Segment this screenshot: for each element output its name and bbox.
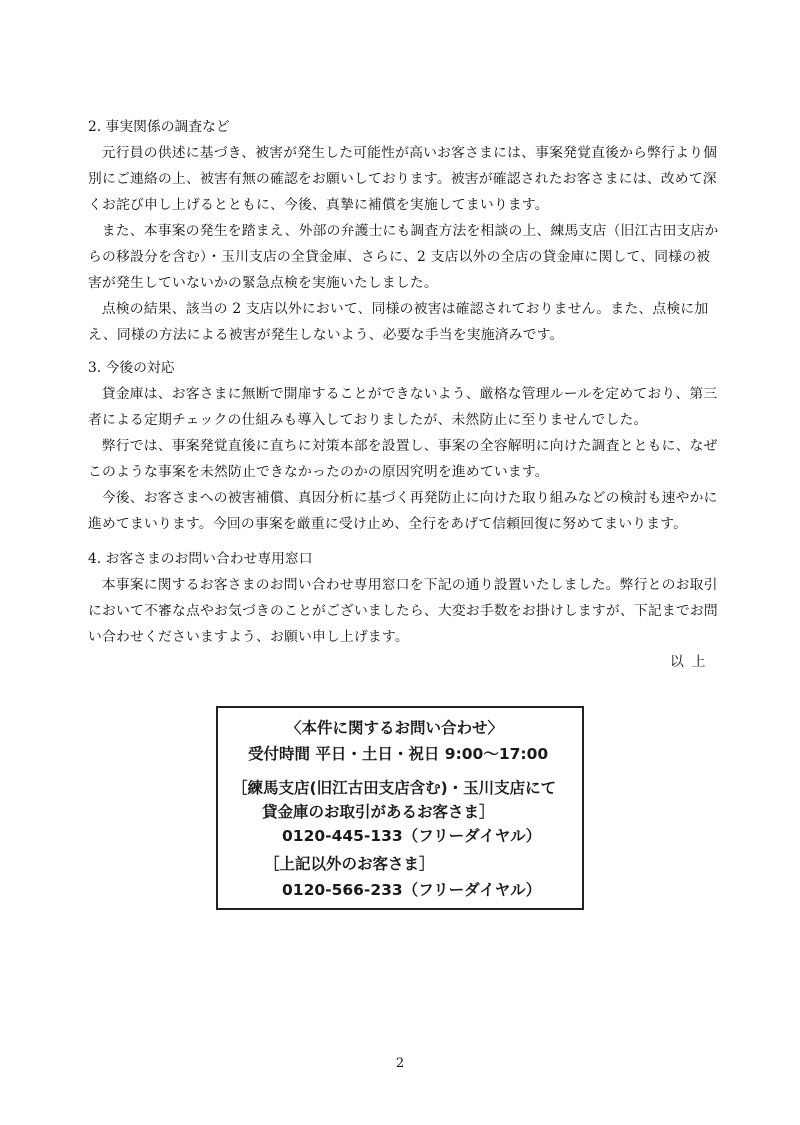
page-number: 2: [395, 1056, 405, 1071]
contact-group-2-label: ［上記以外のお客さま］: [264, 855, 435, 873]
contact-group-1-label-line-1: ［練馬支店(旧江古田支店含む)・玉川支店にて: [232, 779, 557, 797]
contact-info-box: [216, 706, 584, 910]
section-4-body: [88, 572, 720, 650]
contact-group-1-label-line-2: 貸金庫のお取引があるお客さま］: [262, 803, 495, 821]
section-3-paragraph-3: 今後、お客さまへの被害補償、真因分析に基づく再発防止に向けた取り組みなどの検討も速やかに進めてまいります。今回の事案を厳重に受け止め、全行をあげて信頼回復に努めてまいります。: [88, 490, 718, 532]
contact-hours: 受付時間 平日・土日・祝日 9:00～17:00: [248, 745, 549, 763]
section-4-paragraph-1: 本事案に関するお客さまのお問い合わせ専用窓口を下記の通り設置いたしました。弊行とのお取引において不審な点やお気づきのことがございましたら、大変お手数をお掛けしますが、下記までお問い合わせくださいますよう、お願い申し上げます。: [88, 577, 718, 645]
section-3-body: [88, 381, 720, 537]
section-4-heading: 4. お客さまのお問い合わせ専用窓口: [88, 551, 313, 567]
section-2-paragraph-1: 元行員の供述に基づき、被害が発生した可能性が高いお客さまには、事案発覚直後から弊行より個別にご連絡の上、被害有無の確認をお願いしております。被害が確認されたお客さまには、改めて深くお詫び申し上げるとともに、今後、真摯に補償を実施してまいります。: [88, 145, 718, 213]
contact-group-1-phone: 0120-445-133（フリーダイヤル）: [282, 827, 542, 845]
section-3-paragraph-2: 弊行では、事案発覚直後に直ちに対策本部を設置し、事案の全容解明に向けた調査とともに、なぜこのような事案を未然防止できなかったのかの原因究明を進めています。: [88, 438, 718, 480]
contact-group-2-phone: 0120-566-233（フリーダイヤル）: [282, 881, 542, 899]
closing-remark: 以上: [670, 654, 714, 670]
section-2-heading: 2. 事実関係の調査など: [88, 119, 230, 135]
section-2-body: [88, 140, 720, 348]
contact-title: 〈本件に関するお問い合わせ〉: [286, 719, 504, 737]
section-2-paragraph-2: また、本事案の発生を踏まえ、外部の弁護士にも調査方法を相談の上、練馬支店（旧江古田支店からの移設分を含む）・玉川支店の全貸金庫、さらに、2 支店以外の全店の貸金庫に関して、同様の被害が発生していないかの緊急点検を実施いたしました。: [88, 223, 719, 291]
section-2-paragraph-3: 点検の結果、該当の 2 支店以外において、同様の被害は確認されておりません。また、点検に加え、同様の方法による被害が発生しないよう、必要な手当を実施済みです。: [88, 301, 709, 343]
section-3-paragraph-1: 貸金庫は、お客さまに無断で開扉することができないよう、厳格な管理ルールを定めており、第三者による定期チェックの仕組みも導入しておりましたが、未然防止に至りませんでした。: [88, 386, 718, 428]
section-3-heading: 3. 今後の対応: [88, 360, 175, 376]
